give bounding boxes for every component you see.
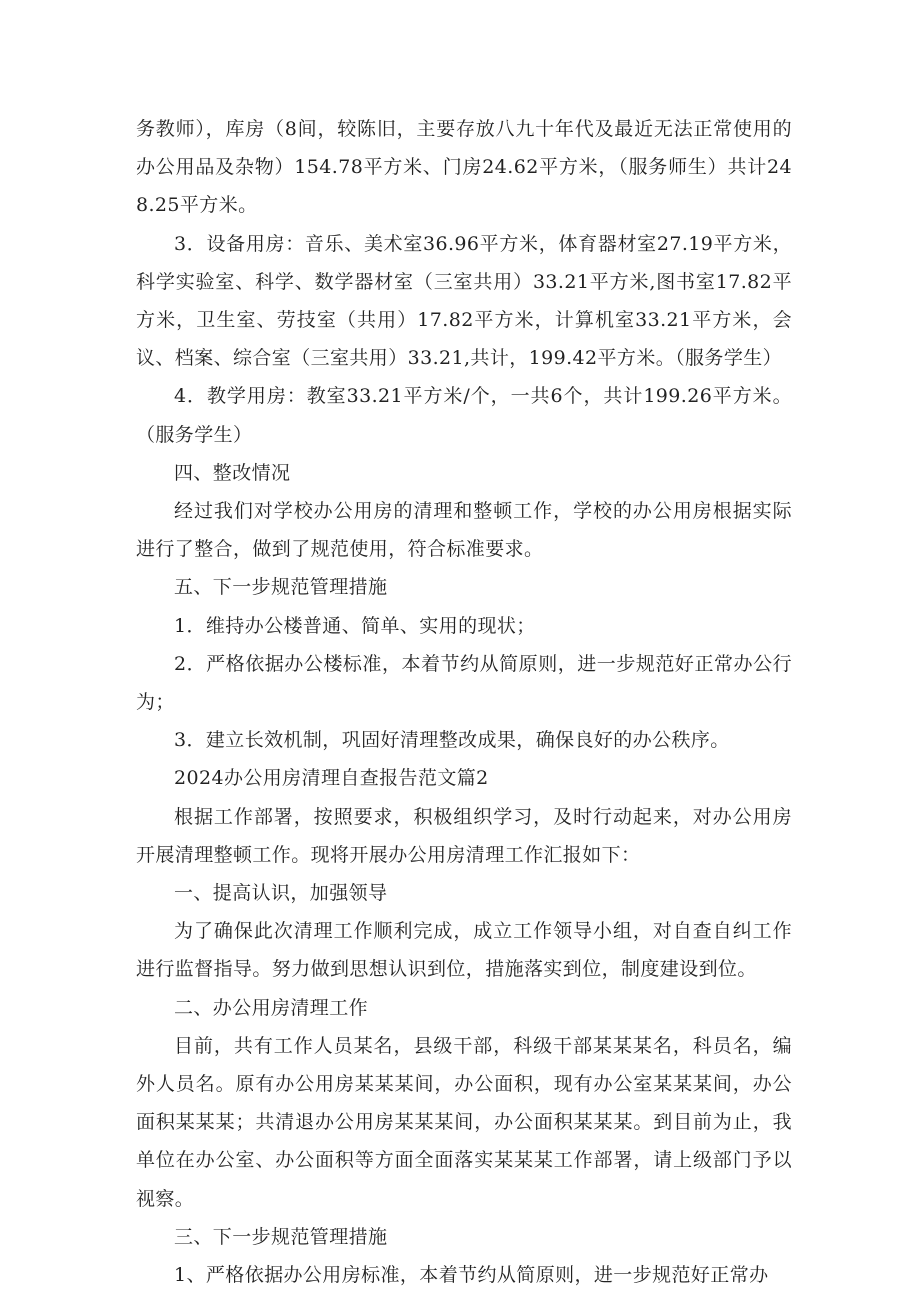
paragraph-leadership: 为了确保此次清理工作顺利完成，成立工作领导小组，对自查自纠工作进行监督指导。努力做到思想认识到位，措施落实到位，制度建设到位。: [136, 920, 792, 981]
document-body: [136, 110, 792, 1294]
list-item-next-step-2-1: 1、严格依据办公用房标准，本着节约从简原则，进一步规范好正常办: [174, 1264, 769, 1287]
list-item-next-step-2: 2．严格依据办公楼标准，本着节约从简原则，进一步规范好正常办公行为；: [136, 652, 792, 714]
section-heading-rectification: 四、整改情况: [174, 461, 291, 484]
article-title-2: 2024办公用房清理自查报告范文篇2: [174, 767, 489, 790]
list-item-next-step-3: 3．建立长效机制，巩固好清理整改成果，确保良好的办公秩序。: [174, 729, 730, 752]
paragraph-intro-2: 根据工作部署，按照要求，积极组织学习，及时行动起来，对办公用房开展清理整顿工作。现将开展办公用房清理工作汇报如下：: [136, 805, 792, 866]
paragraph-cleanup: 目前，共有工作人员某名，县级干部，科级干部某某某名，科员名，编外人员名。原有办公用房某某某间，办公面积，现有办公室某某某间，办公面积某某某；共清退办公用房某某某间，办公面积某某某。到目前为止，我单位在办公室、办公面积等方面全面落实某某某工作部署，请上级部门予以视察。: [136, 1034, 792, 1210]
section-heading-next-steps: 五、下一步规范管理措施: [174, 576, 388, 599]
section-heading-leadership: 一、提高认识，加强领导: [174, 882, 388, 905]
paragraph-teaching-rooms: 4．教学用房：教室33.21平方米/个，一共6个，共计199.26平方米。（服务学生）: [136, 385, 792, 446]
paragraph-storage-rooms: 务教师），库房（8间，较陈旧，主要存放八九十年代及最近无法正常使用的办公用品及杂物）154.78平方米、门房24.62平方米，（服务师生）共计248.25平方米。: [136, 118, 792, 217]
section-heading-cleanup: 二、办公用房清理工作: [174, 996, 369, 1019]
list-item-next-step-1: 1．维持办公楼普通、简单、实用的现状；: [174, 614, 536, 637]
paragraph-rectification: 经过我们对学校办公用房的清理和整顿工作，学校的办公用房根据实际进行了整合，做到了规范使用，符合标准要求。: [136, 500, 792, 561]
paragraph-equipment-rooms: 3．设备用房：音乐、美术室36.96平方米，体育器材室27.19平方米，科学实验室、科学、数学器材室（三室共用）33.21平方米,图书室17.82平方米，卫生室、劳技室（共用）17.82平方米，计算机室33.21平方米，会议、档案、综合室（三室共用）33.21,共计，199.42平方米。（服务学生）: [136, 232, 792, 370]
section-heading-next-steps-2: 三、下一步规范管理措施: [174, 1225, 388, 1248]
